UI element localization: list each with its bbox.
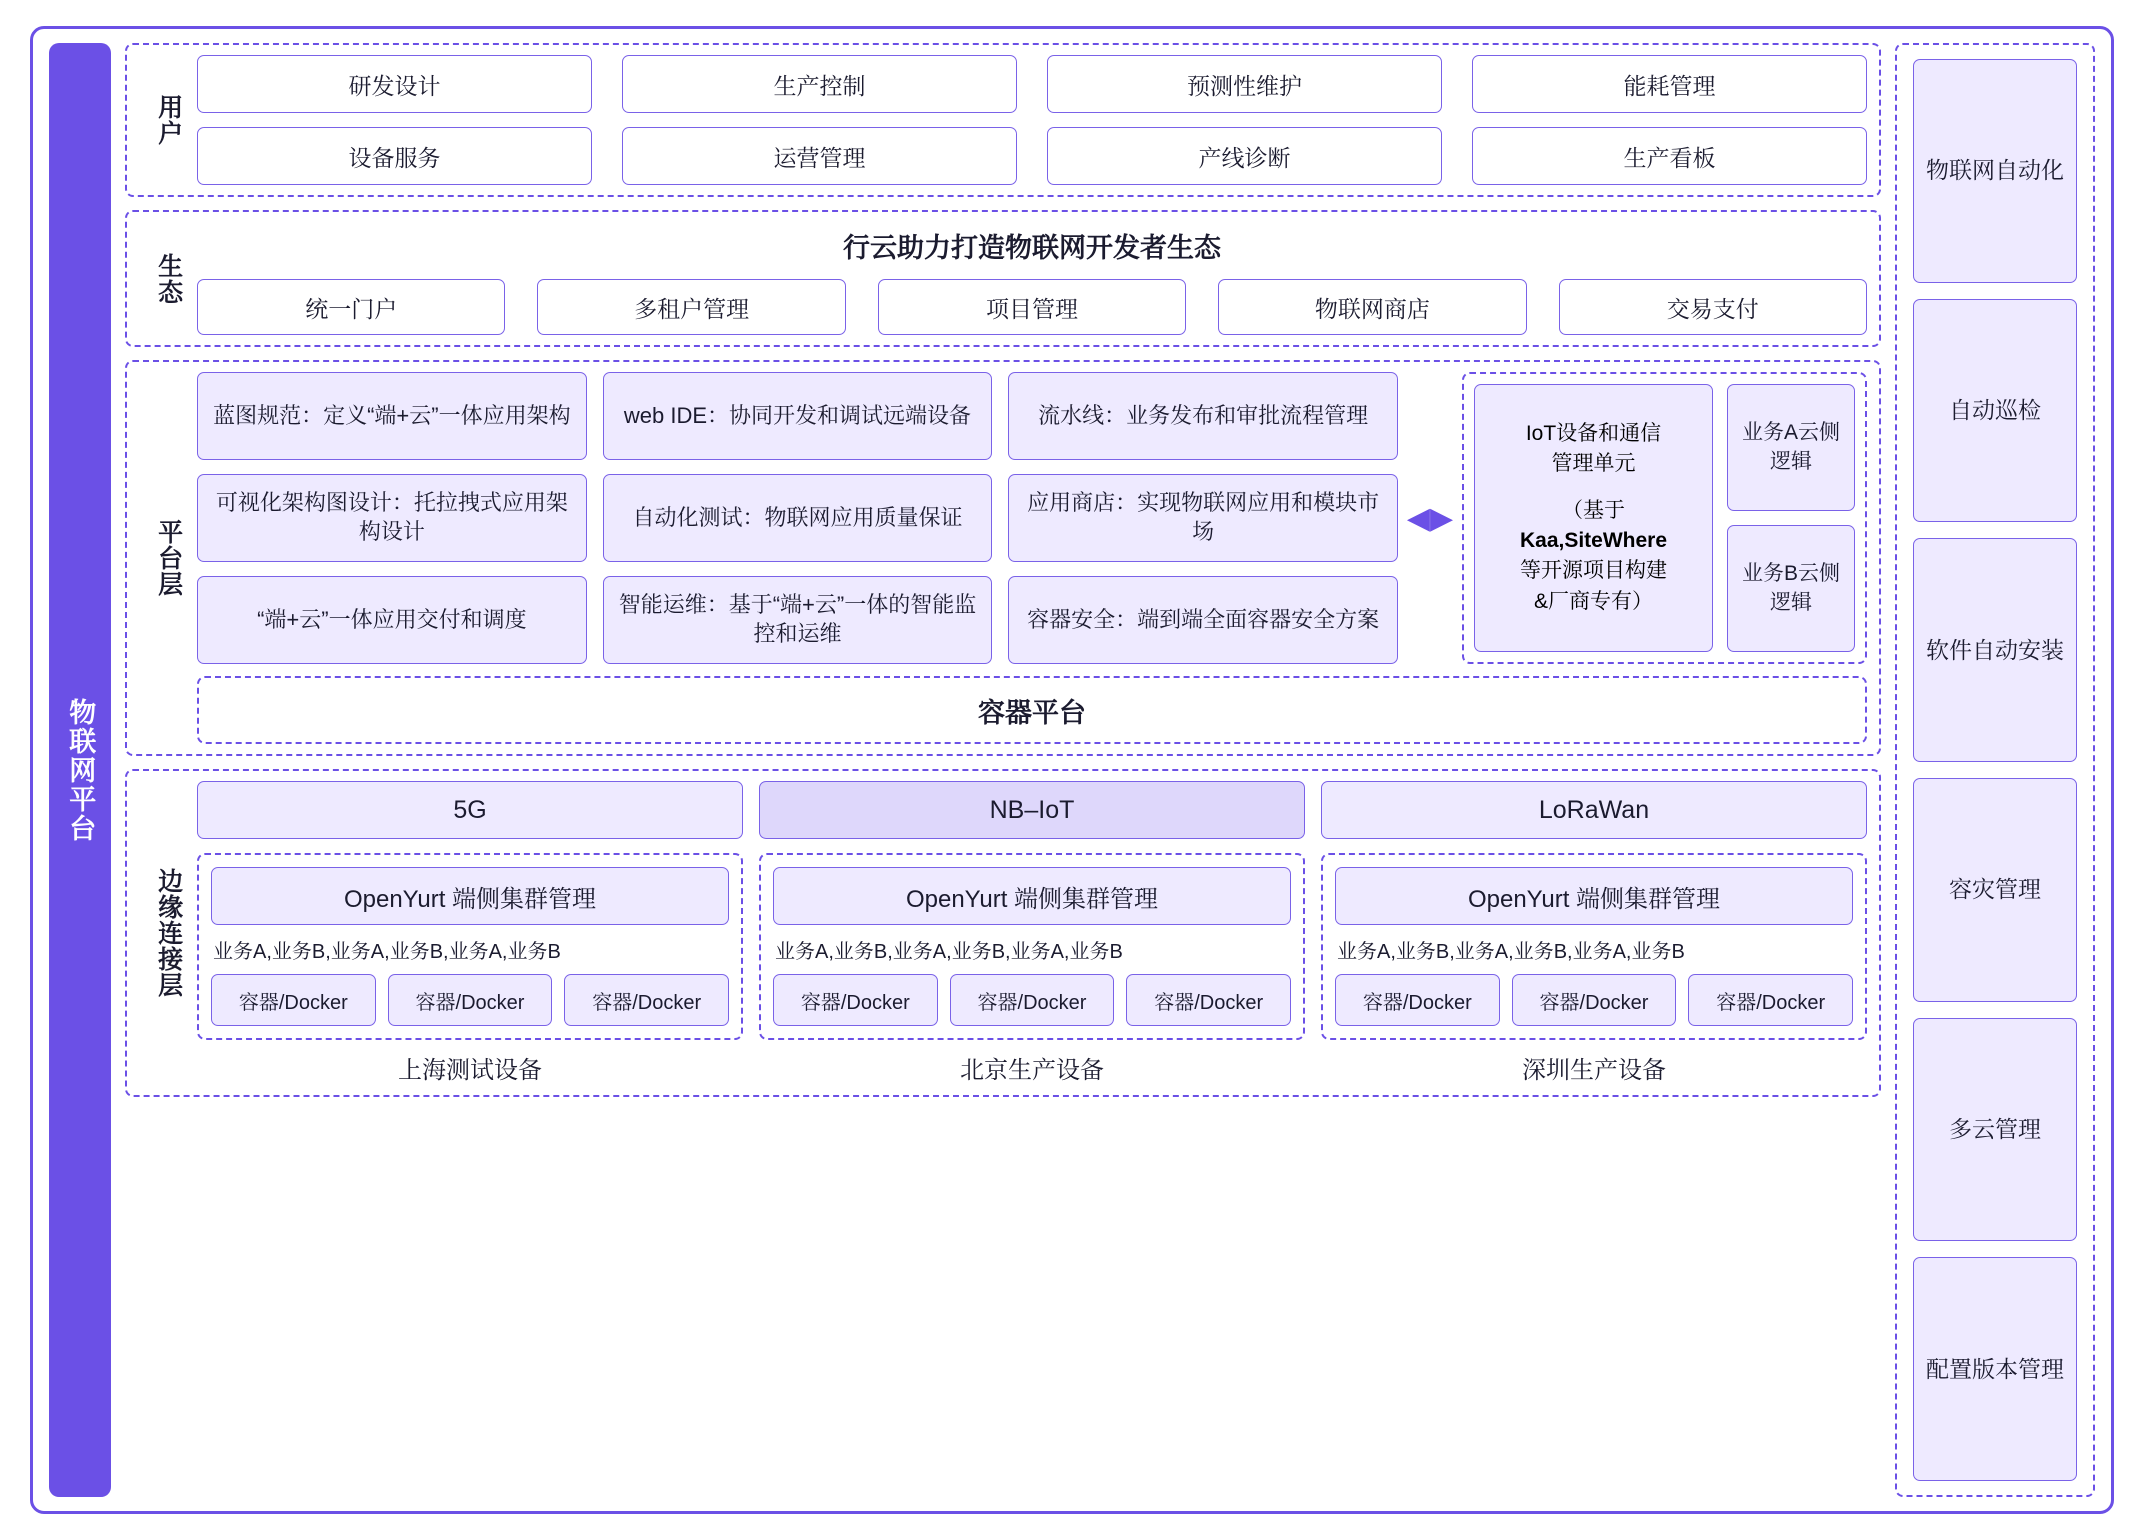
container-docker[interactable]: 容器/Docker (1512, 974, 1677, 1026)
band-user-label-wrap (139, 55, 197, 185)
platform-capability[interactable]: 蓝图规范：定义“端+云”一体应用架构 (197, 372, 587, 460)
ops-item-disaster-recovery[interactable]: 容灾管理 (1913, 778, 2077, 1002)
band-edge-label-wrap (139, 781, 197, 1085)
diagram-outer-frame (30, 26, 2114, 1514)
ops-item-auto-inspection[interactable]: 自动巡检 (1913, 299, 2077, 523)
platform-capability[interactable]: 可视化架构图设计：托拉拽式应用架构设计 (197, 474, 587, 562)
network-5g[interactable]: 5G (197, 781, 743, 839)
container-docker[interactable]: 容器/Docker (773, 974, 938, 1026)
user-items-grid (197, 55, 1867, 185)
site-caption: 上海测试设备 (398, 1057, 542, 1084)
eco-title: 行云助力打造物联网开发者生态 (843, 233, 1221, 263)
eco-item[interactable]: 多租户管理 (537, 279, 845, 335)
band-eco-label-wrap (139, 222, 197, 335)
container-platform-bar: 容器平台 (197, 676, 1867, 744)
iot-unit-line6: &厂商专有） (1533, 589, 1653, 613)
container-docker[interactable]: 容器/Docker (1335, 974, 1500, 1026)
iot-platform-vertical-bar (49, 43, 111, 1497)
iot-unit-line2: 管理单元 (1551, 452, 1636, 476)
band-eco-body (197, 222, 1867, 335)
band-user (125, 43, 1881, 197)
site-row (197, 853, 1867, 1085)
site-caption: 深圳生产设备 (1522, 1057, 1666, 1084)
band-user-body (197, 55, 1867, 185)
ops-item-software-auto-install[interactable]: 软件自动安装 (1913, 538, 2077, 762)
platform-capability-grid (197, 372, 1398, 664)
iot-unit-line4: Kaa,SiteWhere (1519, 529, 1668, 552)
network-nbiot[interactable]: NB–IoT (759, 781, 1305, 839)
user-item[interactable]: 能耗管理 (1472, 55, 1867, 113)
user-item[interactable]: 研发设计 (197, 55, 592, 113)
iot-device-comm-unit[interactable] (1474, 384, 1713, 652)
band-platform-label: 平台层 (154, 519, 183, 597)
network-lorawan[interactable]: LoRaWan (1321, 781, 1867, 839)
platform-capability[interactable]: 自动化测试：物联网应用质量保证 (603, 474, 993, 562)
platform-capability[interactable]: 流水线：业务发布和审批流程管理 (1008, 372, 1398, 460)
platform-top-row (197, 372, 1867, 664)
iot-unit-line1: IoT设备和通信 (1525, 421, 1662, 445)
container-docker[interactable]: 容器/Docker (1126, 974, 1291, 1026)
cloud-side-logic-group (1727, 384, 1855, 652)
band-eco-label: 生态 (154, 252, 183, 305)
band-edge-body (197, 781, 1867, 1085)
site-services-label: 业务A,业务B,业务A,业务B,业务A,业务B (1337, 941, 1685, 963)
user-item[interactable]: 运营管理 (622, 127, 1017, 185)
platform-capability[interactable]: 容器安全：端到端全面容器安全方案 (1008, 576, 1398, 664)
site-beijing-inner (759, 853, 1305, 1040)
platform-capability[interactable]: web IDE：协同开发和调试远端设备 (603, 372, 993, 460)
site-beijing (759, 853, 1305, 1085)
eco-item[interactable]: 统一门户 (197, 279, 505, 335)
eco-item[interactable]: 项目管理 (878, 279, 1186, 335)
platform-capability[interactable]: 智能运维：基于“端+云”一体的智能监控和运维 (603, 576, 993, 664)
eco-item[interactable]: 物联网商店 (1218, 279, 1526, 335)
platform-capability[interactable]: 应用商店：实现物联网应用和模块市场 (1008, 474, 1398, 562)
container-docker[interactable]: 容器/Docker (211, 974, 376, 1026)
iot-unit-line5: 等开源项目构建 (1520, 559, 1667, 583)
container-row (773, 974, 1291, 1026)
site-shanghai-inner (197, 853, 743, 1040)
container-docker[interactable]: 容器/Docker (950, 974, 1115, 1026)
user-item[interactable]: 预测性维护 (1047, 55, 1442, 113)
site-services-label: 业务A,业务B,业务A,业务B,业务A,业务B (775, 941, 1123, 963)
openyurt-cluster-manager[interactable]: OpenYurt 端侧集群管理 (211, 867, 729, 925)
ops-item-multicloud-management[interactable]: 多云管理 (1913, 1018, 2077, 1242)
user-item[interactable]: 设备服务 (197, 127, 592, 185)
iot-unit-line3: （基于 (1562, 498, 1625, 522)
band-platform-body (197, 372, 1867, 744)
user-item[interactable]: 产线诊断 (1047, 127, 1442, 185)
container-docker[interactable]: 容器/Docker (1688, 974, 1853, 1026)
band-eco (125, 210, 1881, 347)
site-shanghai (197, 853, 743, 1085)
container-docker[interactable]: 容器/Docker (564, 974, 729, 1026)
band-edge-label: 边缘连接层 (154, 868, 183, 998)
bidirectional-arrow-icon: ◀▶ (1406, 501, 1454, 535)
site-services-label: 业务A,业务B,业务A,业务B,业务A,业务B (213, 941, 561, 963)
iot-management-group (1462, 372, 1867, 664)
cloud-side-logic-b[interactable]: 业务B云侧逻辑 (1727, 525, 1855, 652)
ops-item-iot-automation[interactable]: 物联网自动化 (1913, 59, 2077, 283)
band-user-label: 用户 (154, 94, 183, 146)
band-platform (125, 360, 1881, 756)
network-row (197, 781, 1867, 839)
site-caption: 北京生产设备 (960, 1057, 1104, 1084)
ops-capabilities-column (1895, 43, 2095, 1497)
site-shenzhen-inner (1321, 853, 1867, 1040)
diagram-center-column (125, 43, 1881, 1497)
band-edge (125, 769, 1881, 1097)
container-row (1335, 974, 1853, 1026)
user-item[interactable]: 生产控制 (622, 55, 1017, 113)
iot-platform-vertical-label: 物联网平台 (65, 697, 96, 843)
band-platform-label-wrap (139, 372, 197, 744)
eco-items-grid (197, 279, 1867, 335)
platform-capability[interactable]: “端+云”一体应用交付和调度 (197, 576, 587, 664)
cloud-side-logic-a[interactable]: 业务A云侧逻辑 (1727, 384, 1855, 511)
openyurt-cluster-manager[interactable]: OpenYurt 端侧集群管理 (1335, 867, 1853, 925)
container-docker[interactable]: 容器/Docker (388, 974, 553, 1026)
container-row (211, 974, 729, 1026)
ops-item-config-version-management[interactable]: 配置版本管理 (1913, 1257, 2077, 1481)
site-shenzhen (1321, 853, 1867, 1085)
openyurt-cluster-manager[interactable]: OpenYurt 端侧集群管理 (773, 867, 1291, 925)
eco-item[interactable]: 交易支付 (1559, 279, 1867, 335)
user-item[interactable]: 生产看板 (1472, 127, 1867, 185)
